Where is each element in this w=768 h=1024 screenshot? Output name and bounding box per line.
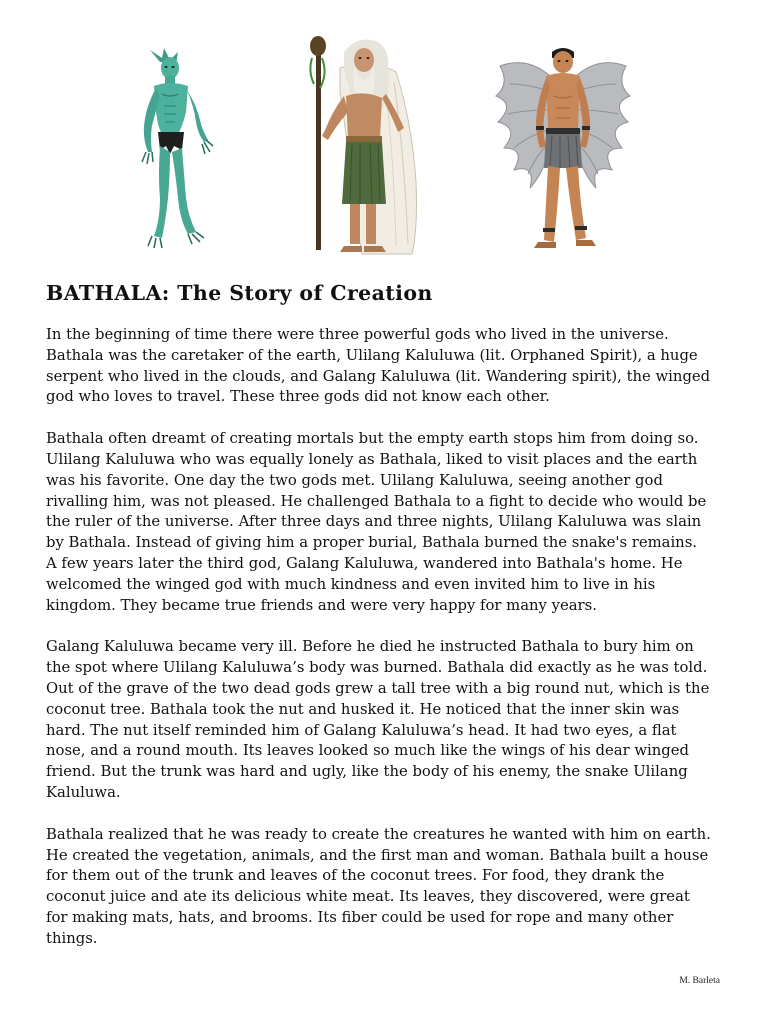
text-line: friend. But the trunk was hard and ugly, like the body of his enemy, the snake Ulilang (46, 763, 688, 781)
paragraph (46, 637, 731, 803)
text-line: coconut juice and ate its delicious white meat. Its leaves, they discovered, were great (46, 888, 690, 906)
paragraph (46, 825, 731, 950)
text-line: Out of the grave of the two dead gods grew a tall tree with a big round nut, which is the (46, 679, 710, 697)
text-line: for making mats, hats, and brooms. Its fiber could be used for rope and many other (46, 908, 674, 926)
text-line: was his favorite. One day the two gods met. Ulilang Kaluluwa, seeing another god (46, 471, 663, 489)
paragraph (46, 429, 731, 616)
text-line: hard. The nut itself reminded him of Galang Kaluluwa’s head. It had two eyes, a flat (46, 721, 677, 739)
winged-god-illustration (492, 44, 634, 256)
text-line: Galang Kaluluwa became very ill. Before he died he instructed Bathala to bury him on (46, 638, 694, 656)
text-line: Bathala often dreamt of creating mortals but the empty earth stops him from doing so. (46, 430, 699, 448)
text-line: welcomed the winged god with much kindness and even invited him to live in his (46, 575, 656, 593)
paragraph (46, 325, 731, 408)
text-line: In the beginning of time there were three powerful gods who lived in the universe. (46, 326, 669, 343)
text-line: Kaluluwa. (46, 783, 121, 801)
text-line: the ruler of the universe. After three days and three nights, Ulilang Kaluluwa was slain (46, 513, 702, 531)
text-line: He created the vegetation, animals, and the first man and woman. Bathala built a house (46, 846, 709, 864)
text-line: rivalling him, was not pleased. He challenged Bathala to a fight to decide who would be (46, 492, 707, 510)
text-line: A few years later the third god, Galang Kaluluwa, wandered into Bathala's home. He (46, 554, 683, 572)
bathala-elder-illustration (300, 32, 424, 256)
story-body (46, 325, 731, 971)
text-line: by Bathala. Instead of giving him a proper burial, Bathala burned the snake's remains. (46, 534, 697, 552)
story-title: BATHALA: The Story of Creation (46, 281, 433, 305)
illustration-row (0, 0, 768, 270)
text-line: for them out of the trunk and leaves of the coconut trees. For food, they drank the (46, 867, 665, 885)
text-line: Bathala realized that he was ready to create the creatures he wanted with him on earth. (46, 825, 711, 843)
text-line: the spot where Ulilang Kaluluwa’s body was burned. Bathala did exactly as he was told. (46, 659, 708, 677)
text-line: serpent who lived in the clouds, and Galang Kaluluwa (lit. Wandering spirit), the winged (46, 367, 711, 385)
text-line: nose, and a round mouth. Its leaves looked so much like the wings of his dear winged (46, 742, 689, 760)
author-credit: M. Barleta (679, 976, 720, 986)
text-line: things. (46, 929, 98, 947)
text-line: coconut tree. Bathala took the nut and husked it. He noticed that the inner skin was (46, 700, 680, 718)
text-line: kingdom. They became true friends and were very happy for many years. (46, 596, 597, 614)
text-line: Bathala was the caretaker of the earth, Ulilang Kaluluwa (lit. Orphaned Spirit), a huge (46, 346, 698, 364)
serpent-god-illustration (132, 48, 214, 250)
text-line: god who loves to travel. These three gods did not know each other. (46, 388, 550, 406)
text-line: Ulilang Kaluluwa who was equally lonely as Bathala, liked to visit places and the earth (46, 450, 698, 468)
